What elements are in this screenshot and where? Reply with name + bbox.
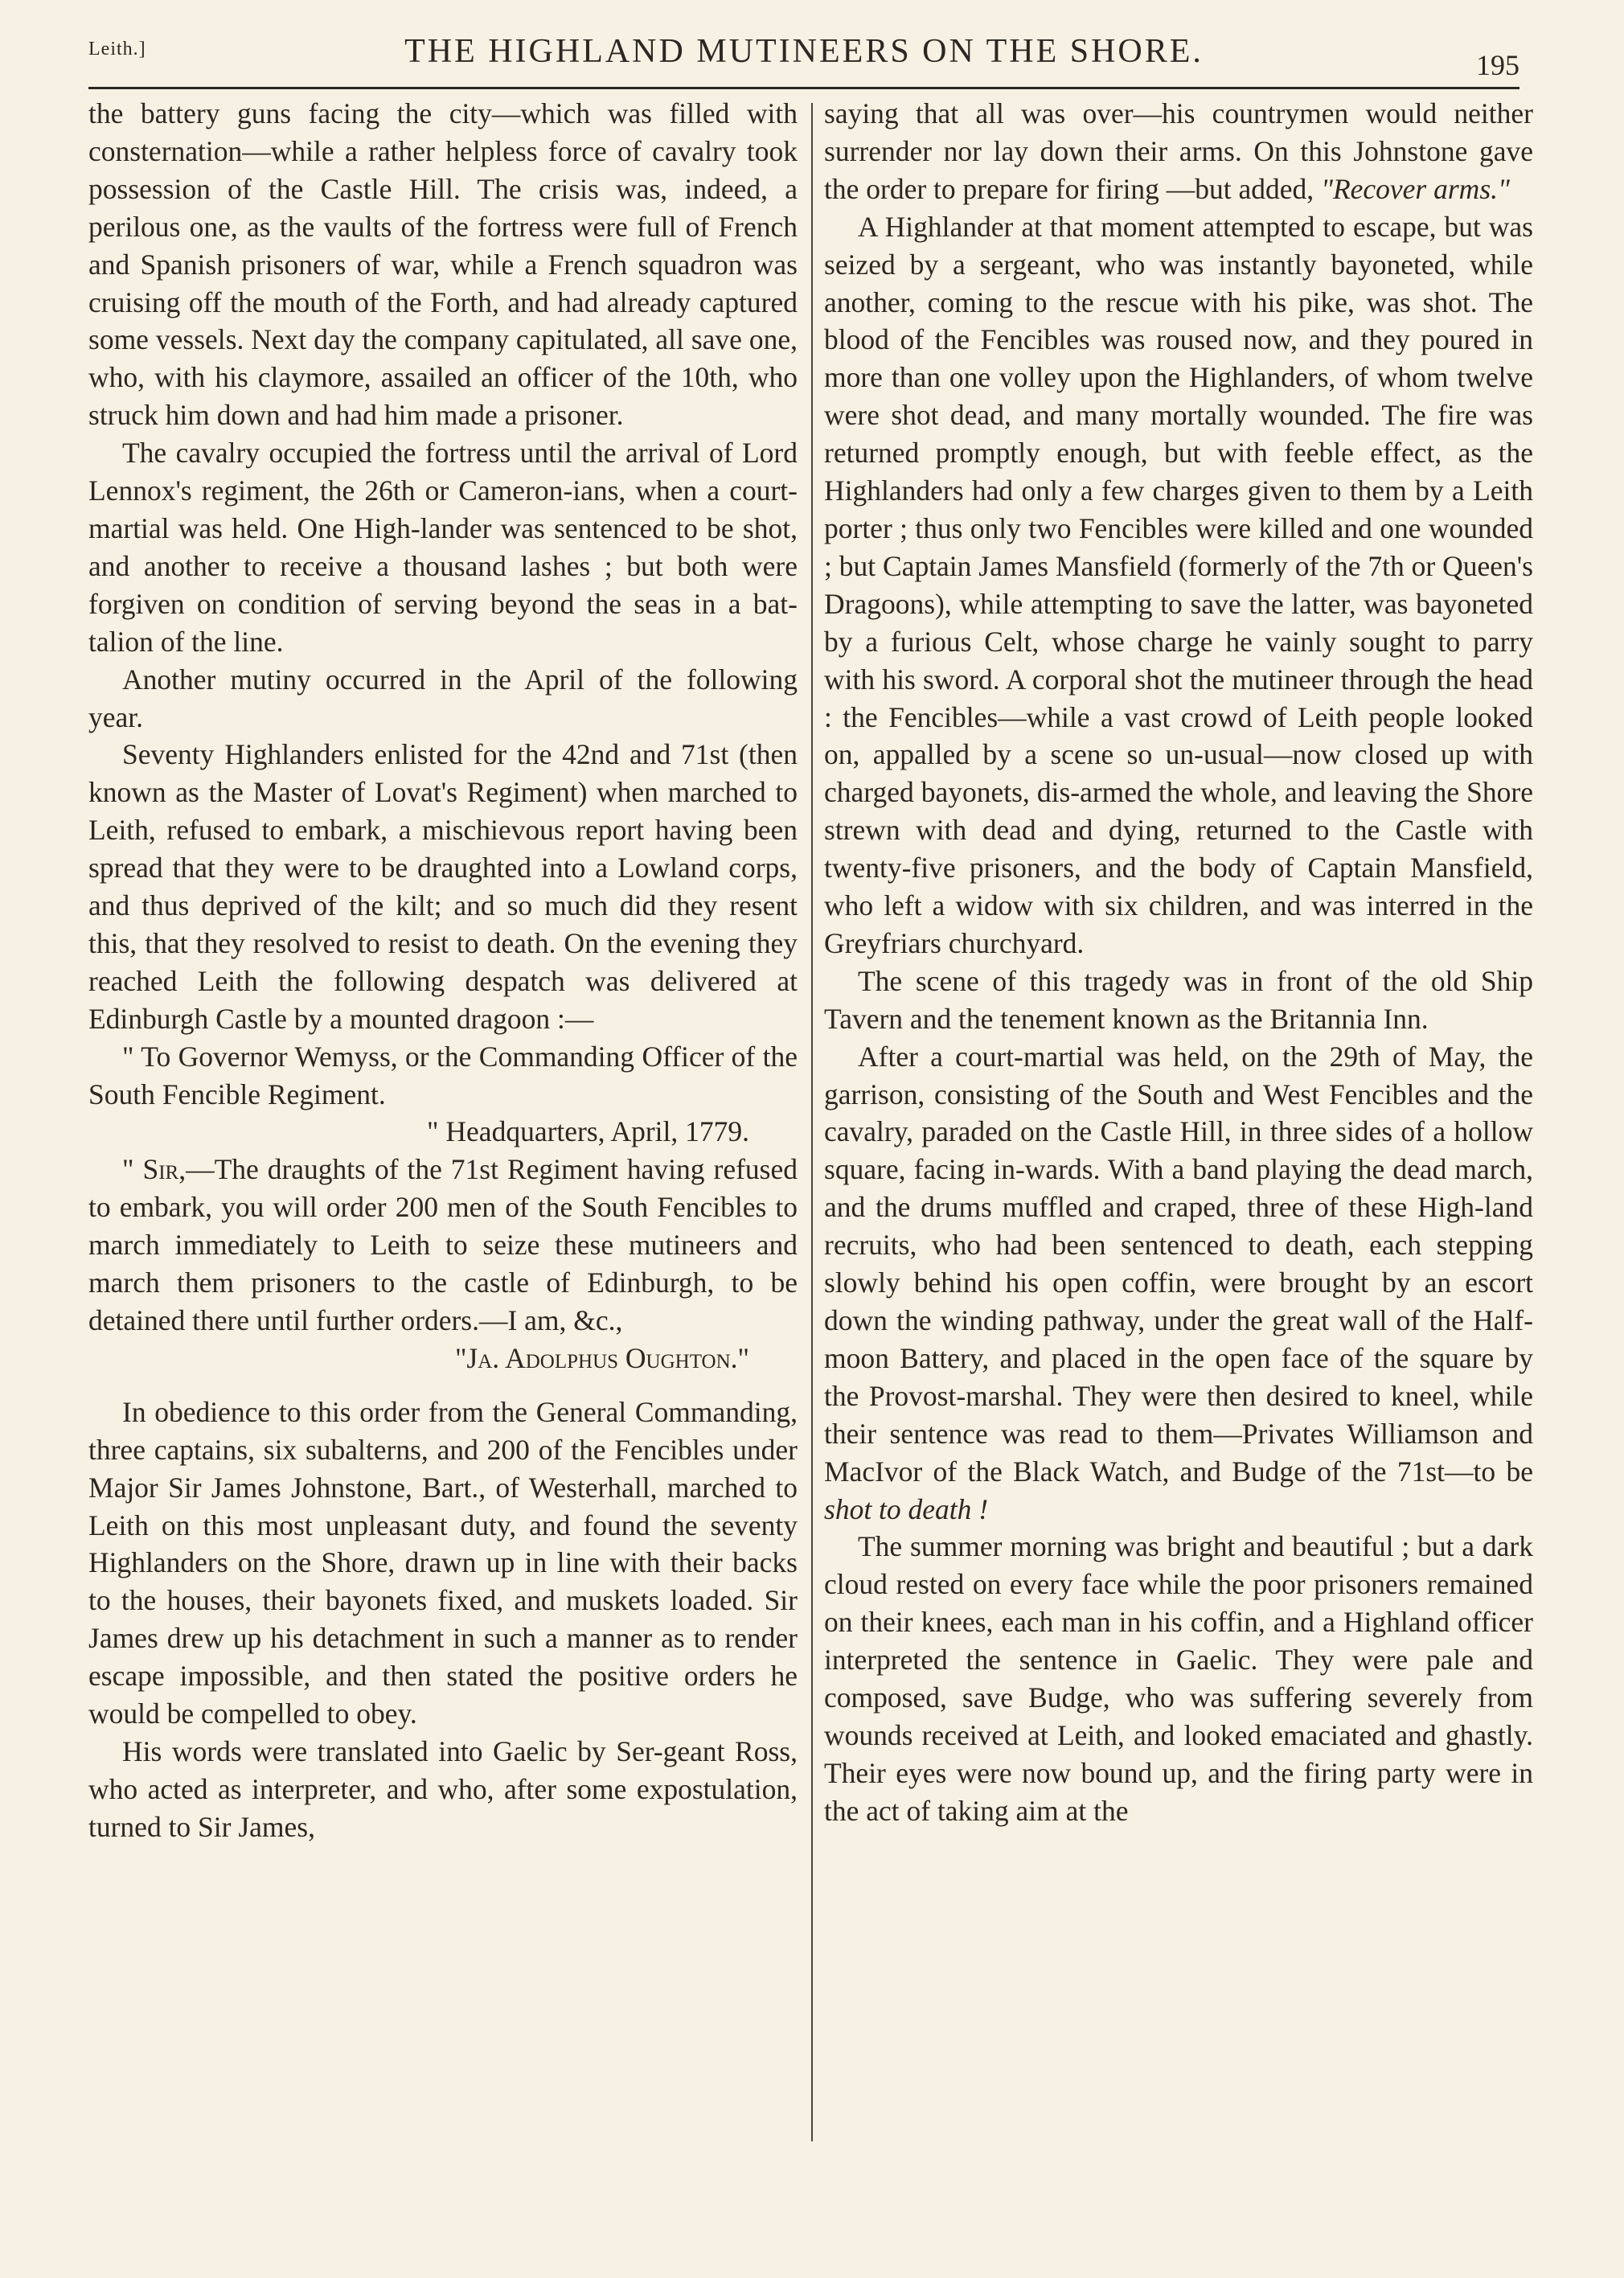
- despatch-body: [88, 1151, 798, 1340]
- paragraph: the battery guns facing the city—which was filled with consternation—while a rather helpless force of cavalry took possession of the Castle Hill. The crisis was, indeed, a perilous one, as the vaults of the fortress were full of French and Spanish prisoners of war, while a French squadron was cruising off the mouth of the Forth, and had already captured some vessels. Next day the company capitulated, all save one, who, with his claymore, assailed an officer of the 10th, who struck him down and had him made a prisoner.: [88, 97, 798, 432]
- paragraph: In obedience to this order from the General Commanding, three captains, six subalterns, and 200 of the Fencibles under Major Sir James Johnstone, Bart., of Westerhall, marched to Leith on this most unpleasant duty, and found the seventy Highlanders on the Shore, drawn up in line with their backs to the houses, their bayonets fixed, and muskets loaded. Sir James drew up his detachment in such a manner as to render escape impossible, and then stated the positive orders he would be compelled to obey.: [88, 1395, 798, 1730]
- paragraph-text: saying that all was over—his countrymen would neither surrender nor lay down their arms. On this Johnstone gave the order to prepare for firing —but added,: [824, 97, 1533, 205]
- paragraph: The summer morning was bright and beautiful ; but a dark cloud rested on every face while the poor prisoners remained on their knees, each man in his coffin, and a Highland officer interpreted the sentence in Gaelic. They were pale and composed, save Budge, who was suffering severely from wounds received at Leith, and looked emaciated and ghastly. Their eyes were now bound up, and the firing party were in the act of taking aim at the: [824, 1530, 1533, 1827]
- left-column: [88, 95, 798, 1846]
- despatch-address: " To Governor Wemyss, or the Commanding Officer of the South Fencible Regiment.: [88, 1040, 798, 1110]
- page-number: 195: [1476, 49, 1519, 81]
- despatch-dateline: " Headquarters, April, 1779.: [427, 1115, 749, 1148]
- paragraph: [824, 1038, 1533, 1529]
- paragraph-text: After a court-martial was held, on the 29th of May, the garrison, consisting of the South and West Fencibles and the cavalry, paraded on the Castle Hill, in three sides of a hollow square, facing in-wards. With a band playing the dead march, and the drums muffled and craped, three of these High-land recruits, who had been sentenced to death, each stepping slowly behind his open coffin, were brought by an escort down the winding pathway, under the great wall of the Half-moon Battery, and placed in the open face of the square by the Provost-marshal. They were then desired to kneel, while their sentence was read to them—Privates Williamson and MacIvor of the Black Watch, and Budge of the 71st—to be: [824, 1040, 1533, 1488]
- header-rule: [88, 87, 1519, 89]
- right-column: [824, 95, 1533, 1830]
- running-head-title: THE HIGHLAND MUTINEERS ON THE SHORE.: [404, 33, 1204, 70]
- paragraph: The scene of this tragedy was in front of the old Ship Tavern and the tenement known as the Britannia Inn.: [824, 964, 1533, 1035]
- column-divider: [811, 103, 813, 2141]
- quoted-command: "Recover arms.": [1321, 172, 1510, 205]
- page-header: [88, 32, 1519, 88]
- despatch-signature: "Ja. Adolphus Oughton.": [454, 1341, 749, 1374]
- paragraph: Another mutiny occurred in the April of the following year.: [88, 663, 798, 733]
- despatch-text: —The draughts of the 71st Regiment having refused to embark, you will order 200 men of the South Fencibles to march immediately to Leith to seize these mutineers and march them prisoners to the castle of Edinburgh, to be detained there until further orders.—I am, &c.,: [88, 1153, 798, 1336]
- despatch-salutation: " Sir,: [122, 1153, 187, 1186]
- paragraph: The cavalry occupied the fortress until the arrival of Lord Lennox's regiment, the 26th or Cameron-ians, when a court-martial was held. One High-lander was sentenced to be shot, and another to receive a thousand lashes ; but both were forgiven on condition of serving beyond the seas in a bat-talion of the line.: [88, 437, 798, 658]
- paragraph: A Highlander at that moment attempted to escape, but was seized by a sergeant, who was instantly bayoneted, while another, coming to the rescue with his pike, was shot. The blood of the Fencibles was roused now, and they poured in more than one volley upon the Highlanders, of whom twelve were shot dead, and many mortally wounded. The fire was returned promptly enough, but with feeble effect, as the Highlanders had only a few charges given to them by a Leith porter ; thus only two Fencibles were killed and one wounded ; but Captain James Mansfield (formerly of the 7th or Queen's Dragoons), while attempting to save the latter, was bayoneted by a furious Celt, whose charge he vainly sought to parry with his sword. A corporal shot the mutineer through the head : the Fencibles—while a vast crowd of Leith people looked on, appalled by a scene so un-usual—now closed up with charged bayonets, dis-armed the whole, and leaving the Shore strewn with dead and dying, returned to the Castle with twenty-five prisoners, and the body of Captain Mansfield, who left a widow with six children, and was interred in the Greyfriars churchyard.: [824, 210, 1533, 959]
- running-head-section: Leith.]: [88, 39, 146, 60]
- sentence-emphasis: shot to death !: [824, 1492, 989, 1525]
- paragraph: Seventy Highlanders enlisted for the 42nd and 71st (then known as the Master of Lovat's Regiment) when marched to Leith, refused to embark, a mischievous report having been spread that they were to be draughted into a Lowland corps, and thus deprived of the kilt; and so much did they resent this, that they resolved to resist to death. On the evening they reached Leith the following despatch was delivered at Edinburgh Castle by a mounted dragoon :—: [88, 738, 798, 1035]
- paragraph: His words were translated into Gaelic by Ser-geant Ross, who acted as interpreter, and who, after some expostulation, turned to Sir James,: [88, 1734, 798, 1843]
- paragraph: [824, 95, 1533, 208]
